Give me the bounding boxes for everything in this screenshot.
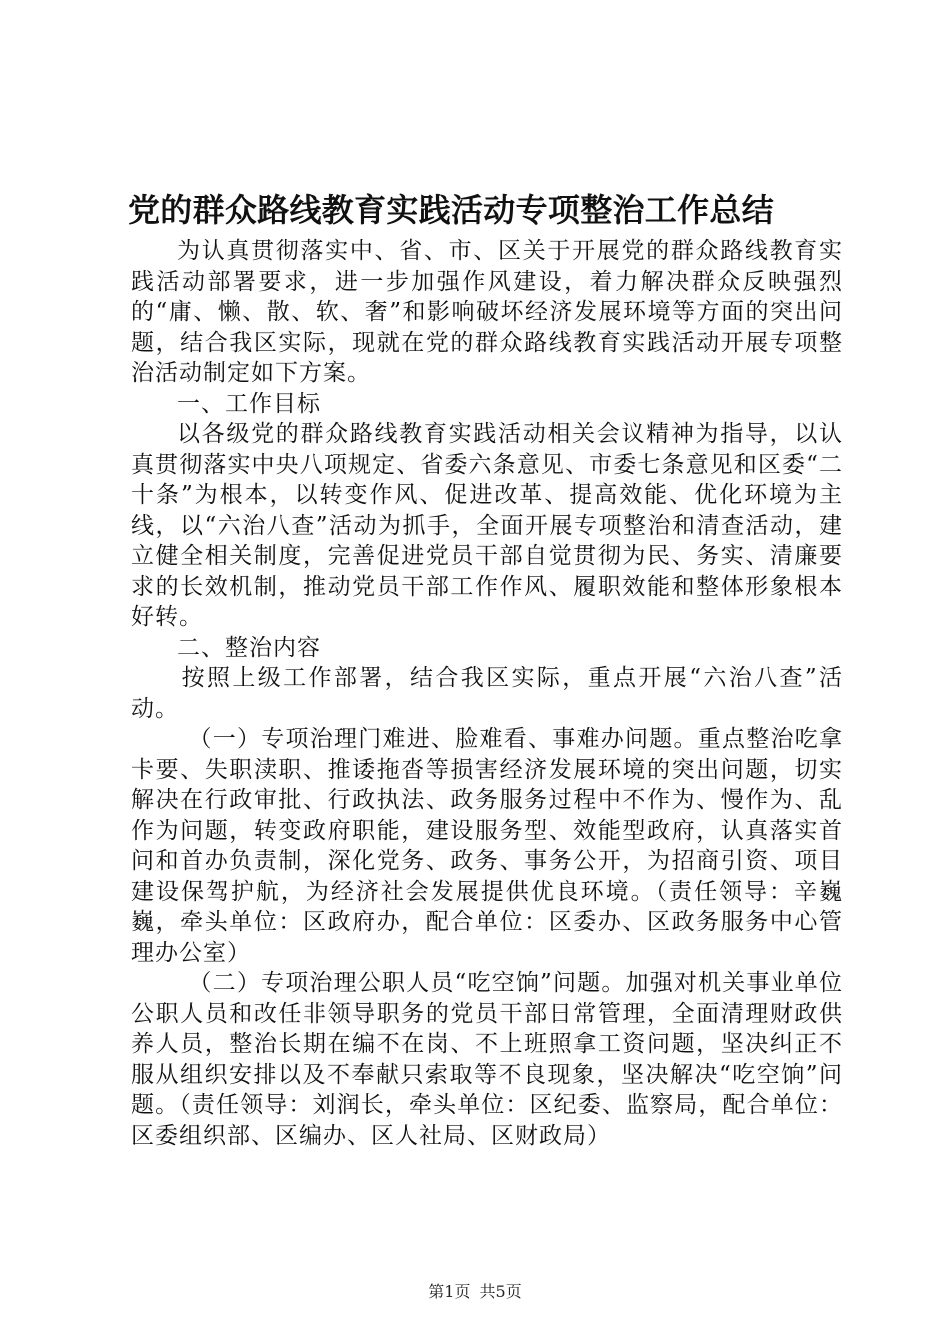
paragraph-item-2: （二）专项治理公职人员“吃空饷”问题。加强对机关事业单位公职人员和改任非领导职务的党员干部日常管理，全面清理财政供养人员，整治长期在编不在岗、不上班照拿工资问题，坚决纠正不服从组织安排以及不奉献只索取等不良现象，坚决解决“吃空饷”问题。（责任领导：刘润长，牵头单位：区纪委、监察局，配合单位：区委组织部、区编办、区人社局、区财政局）: [131, 970, 843, 1149]
document-body: [131, 236, 843, 1151]
page-total: 共5页: [479, 1282, 522, 1301]
page-number: 第1页: [428, 1282, 471, 1301]
section-heading-goals: 一、工作目标: [177, 390, 321, 417]
paragraph-item-1: （一）专项治理门难进、脸难看、事难办问题。重点整治吃拿卡要、失职渎职、推诿拖沓等损害经济发展环境的突出问题，切实解决在行政审批、行政执法、政务服务过程中不作为、慢作为、乱作为问题，转变政府职能，建设服务型、效能型政府，认真落实首问和首办负责制，深化党务、政务、事务公开，为招商引资、项目建设保驾护航，为经济社会发展提供优良环境。（责任领导：辛巍巍，牵头单位：区政府办，配合单位：区委办、区政务服务中心管理办公室）: [131, 726, 843, 966]
page-footer: [0, 1282, 950, 1302]
paragraph-content-intro: 按照上级工作部署，结合我区实际，重点开展“六治八查”活动。: [131, 665, 843, 722]
document-title: 党的群众路线教育实践活动专项整治工作总结: [128, 191, 775, 229]
paragraph-goals: 以各级党的群众路线教育实践活动相关会议精神为指导，以认真贯彻落实中央八项规定、省委六条意见、市委七条意见和区委“二十条”为根本，以转变作风、促进改革、提高效能、优化环境为主线，以“六治八查”活动为抓手，全面开展专项整治和清查活动，建立健全相关制度，完善促进党员干部自觉贯彻为民、务实、清廉要求的长效机制，推动党员干部工作作风、履职效能和整体形象根本好转。: [131, 421, 843, 630]
paragraph-intro: 为认真贯彻落实中、省、市、区关于开展党的群众路线教育实践活动部署要求，进一步加强作风建设，着力解决群众反映强烈的“庸、懒、散、软、奢”和影响破坏经济发展环境等方面的突出问题，结合我区实际，现就在党的群众路线教育实践活动开展专项整治活动制定如下方案。: [131, 238, 843, 386]
section-heading-content: 二、整治内容: [177, 634, 321, 661]
